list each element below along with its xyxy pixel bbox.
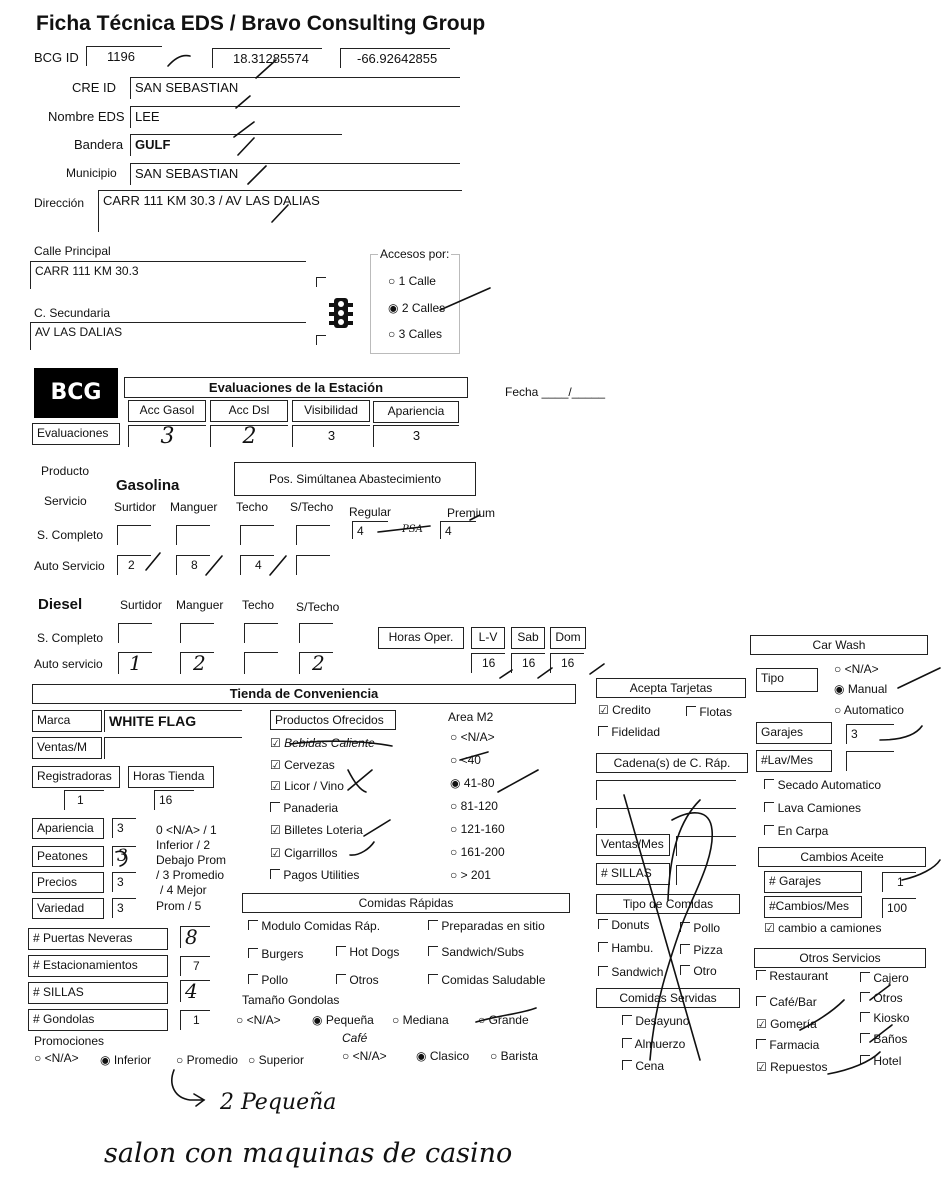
gas-sc-techo[interactable] — [240, 525, 274, 545]
gas-auto-techo[interactable]: 4 — [240, 555, 274, 575]
eval-acc-dsl-value[interactable]: 2 — [210, 425, 288, 447]
producto-licor[interactable]: ☑ Licor / Vino — [270, 779, 344, 793]
servida-desayuno[interactable]: Desayuno — [622, 1015, 689, 1028]
promociones-label: Promociones — [34, 1034, 105, 1048]
gas-col-surtidor: Surtidor — [114, 500, 157, 514]
comida-saludable[interactable]: Comidas Saludable — [428, 974, 545, 987]
comidas-servidas-label: Comidas Servidas — [596, 988, 740, 1008]
gas-col-techo: Techo — [236, 500, 269, 514]
dsl-auto-techo[interactable] — [244, 652, 278, 674]
rating-variedad-value[interactable]: 3 — [112, 898, 136, 918]
lava-camiones-checkbox[interactable]: Lava Camiones — [764, 801, 861, 815]
promo-na[interactable]: ○ <N/A> — [34, 1051, 79, 1065]
bcg-id-label: BCG ID — [34, 50, 79, 65]
cambio-camiones-checkbox[interactable]: ☑ cambio a camiones — [764, 921, 882, 935]
acepta-tarjetas-title: Acepta Tarjetas — [596, 678, 746, 698]
otros-cafe-bar[interactable]: Café/Bar — [756, 996, 817, 1009]
count-puertas-label: # Puertas Neveras — [28, 928, 168, 950]
area-lt40[interactable]: ○ <40 — [450, 753, 481, 767]
dsl-col-manguer: Manguer — [176, 598, 224, 612]
count-puertas-value[interactable]: 8 — [180, 926, 210, 948]
comida-preparadas[interactable]: Preparadas en sitio — [428, 920, 545, 933]
servida-cena[interactable]: Cena — [622, 1060, 664, 1073]
note-line-2: salon con maquinas de casino — [104, 1138, 513, 1169]
car-wash-garajes-value[interactable]: 3 — [846, 724, 894, 744]
psa-note: PSA — [402, 524, 423, 535]
accesos-3-calles[interactable]: ○ 3 Calles — [388, 327, 442, 341]
promo-promedio[interactable]: ○ Promedio — [176, 1053, 238, 1067]
otros-gomeria[interactable]: ☑ Gomería — [756, 1017, 817, 1031]
dsl-auto-stecho[interactable]: 2 — [299, 652, 333, 674]
gas-s-completo-label: S. Completo — [37, 528, 104, 542]
producto-cervezas[interactable]: ☑ Cervezas — [270, 758, 335, 772]
cafe-label: Café — [342, 1031, 368, 1045]
nombre-eds-field[interactable]: LEE — [130, 106, 460, 128]
area-121-160[interactable]: ○ 121-160 — [450, 822, 505, 836]
accesos-label: Accesos por: — [380, 247, 450, 261]
cadena-label: Cadena(s) de C. Ráp. — [596, 753, 748, 773]
marca-label: Marca — [32, 710, 102, 732]
gas-auto-surtidor[interactable]: 2 — [117, 555, 151, 575]
cadena-field-1[interactable] — [596, 780, 736, 800]
tipo-hambu[interactable]: Hambu. — [598, 942, 653, 955]
eval-acc-gasol-value[interactable]: 3 — [128, 425, 206, 447]
tarjeta-fidelidad[interactable]: Fidelidad — [598, 726, 660, 739]
cambios-mes-label: #Cambios/Mes — [764, 896, 862, 918]
form-title: Ficha Técnica EDS / Bravo Consulting Group — [36, 12, 486, 35]
evaluaciones-title: Evaluaciones de la Estación — [124, 377, 468, 398]
gondola-pequena[interactable]: ◉ Pequeña — [312, 1013, 374, 1027]
direccion-field[interactable]: CARR 111 KM 30.3 / AV LAS DALIAS — [98, 190, 462, 232]
premium-label: Premium — [447, 506, 496, 520]
producto-pagos[interactable]: Pagos Utilities — [270, 869, 359, 882]
count-gondolas-value[interactable]: 1 — [180, 1010, 210, 1030]
latitude-field[interactable]: 18.31285574 — [212, 48, 322, 68]
dsl-s-completo-label: S. Completo — [37, 631, 104, 645]
rating-scale-4: / 4 Mejor — [160, 883, 207, 897]
horas-lv-value[interactable]: 16 — [471, 653, 505, 673]
cambios-aceite-title: Cambios Aceite — [758, 847, 926, 867]
gondola-mediana[interactable]: ○ Mediana — [392, 1013, 449, 1027]
area-m2-label: Area M2 — [448, 710, 494, 724]
comida-modulo[interactable]: Modulo Comidas Ráp. — [248, 920, 380, 933]
count-gondolas-label: # Gondolas — [28, 1009, 168, 1031]
gas-auto-stecho[interactable] — [296, 555, 330, 575]
producto-cigarrillos[interactable]: ☑ Cigarrillos — [270, 846, 338, 860]
ventas-mes-crap-value[interactable] — [676, 836, 736, 856]
cafe-barista[interactable]: ○ Barista — [490, 1049, 538, 1063]
gas-sc-manguer[interactable] — [176, 525, 210, 545]
accesos-2-calles[interactable]: ◉ 2 Calles — [388, 301, 446, 315]
producto-panaderia[interactable]: Panaderia — [270, 802, 338, 815]
gas-auto-manguer[interactable]: 8 — [176, 555, 210, 575]
horas-tienda-value[interactable]: 16 — [154, 790, 194, 810]
bcg-id-field[interactable]: 1196 — [86, 46, 162, 66]
otros-cajero[interactable]: Cajero — [860, 972, 909, 985]
eval-col-apariencia: Apariencia — [373, 401, 459, 423]
dsl-sc-surtidor[interactable] — [118, 623, 152, 643]
gas-col-manguer: Manguer — [170, 500, 218, 514]
rating-precios-label: Precios — [32, 872, 104, 893]
otros-farmacia[interactable]: Farmacia — [756, 1039, 819, 1052]
gas-auto-label: Auto Servicio — [34, 559, 105, 573]
cre-id-field[interactable]: SAN SEBASTIAN — [130, 77, 460, 99]
horas-oper-label: Horas Oper. — [378, 627, 464, 649]
ventas-mes-label: Ventas/M — [32, 737, 102, 759]
gondola-grande[interactable]: ○ Grande — [478, 1013, 529, 1027]
eval-col-visibilidad: Visibilidad — [292, 400, 370, 422]
promo-superior[interactable]: ○ Superior — [248, 1053, 304, 1067]
comida-pollo[interactable]: Pollo — [248, 974, 288, 987]
comida-hotdogs[interactable]: Hot Dogs — [336, 946, 399, 959]
rating-peatones-value[interactable]: 3 — [112, 846, 136, 866]
eval-apariencia-value[interactable]: 3 — [373, 425, 459, 447]
count-estacionamientos-label: # Estacionamientos — [28, 955, 168, 977]
marca-value[interactable]: WHITE FLAG — [104, 710, 242, 732]
dsl-auto-surtidor[interactable]: 1 — [118, 652, 152, 674]
dsl-col-surtidor: Surtidor — [120, 598, 163, 612]
registradoras-value[interactable]: 1 — [64, 790, 104, 810]
otros-hotel[interactable]: Hotel — [860, 1055, 901, 1068]
rating-scale-5: Prom / 5 — [156, 899, 202, 913]
otros-banos[interactable]: Baños — [860, 1033, 907, 1046]
dsl-sc-stecho[interactable] — [299, 623, 333, 643]
otros-kiosko[interactable]: Kiosko — [860, 1012, 909, 1025]
rating-scale-2: Debajo Prom — [156, 853, 227, 867]
tipo-otro[interactable]: Otro — [680, 965, 717, 978]
horas-dom-value[interactable]: 16 — [550, 653, 584, 673]
rating-scale-1: Inferior / 2 — [156, 838, 211, 852]
tipo-pizza[interactable]: Pizza — [680, 944, 723, 957]
producto-bebidas[interactable]: ☑ Bebidas Caliente — [270, 736, 375, 750]
dsl-col-techo: Techo — [242, 598, 275, 612]
gasolina-title: Gasolina — [116, 477, 180, 494]
tarjeta-credito[interactable]: ☑ Credito — [598, 703, 651, 717]
calle-secundaria-label: C. Secundaria — [34, 306, 111, 320]
tipo-donuts[interactable]: Donuts — [598, 919, 649, 932]
rating-apariencia-value[interactable]: 3 — [112, 818, 136, 838]
dsl-sc-techo[interactable] — [244, 623, 278, 643]
fecha-label: Fecha ____/_____ — [505, 385, 606, 399]
horas-sab-value[interactable]: 16 — [511, 653, 545, 673]
comida-sandwich[interactable]: Sandwich/Subs — [428, 946, 524, 959]
area-41-80[interactable]: ◉ 41-80 — [450, 776, 495, 790]
comida-otros[interactable]: Otros — [336, 974, 379, 987]
regular-value[interactable]: 4 — [352, 521, 388, 539]
area-gt201[interactable]: ○ > 201 — [450, 868, 491, 882]
otros-otros[interactable]: Otros — [860, 992, 903, 1005]
sillas-crap-value[interactable] — [676, 865, 736, 885]
producto-label: Producto — [41, 464, 90, 478]
area-81-120[interactable]: ○ 81-120 — [450, 799, 498, 813]
promo-inferior[interactable]: ◉ Inferior — [100, 1053, 152, 1067]
lav-mes-label: #Lav/Mes — [756, 750, 832, 772]
cambios-garajes-value[interactable]: 1 — [882, 872, 916, 892]
evaluaciones-row-label: Evaluaciones — [32, 423, 120, 445]
dsl-sc-manguer[interactable] — [180, 623, 214, 643]
car-wash-automatico[interactable]: ○ Automatico — [834, 703, 904, 717]
count-sillas-label: # SILLAS — [28, 982, 168, 1004]
car-wash-garajes-label: Garajes — [756, 722, 832, 744]
tarjeta-flotas[interactable]: Flotas — [686, 706, 732, 719]
accesos-1-calle[interactable]: ○ 1 Calle — [388, 274, 436, 288]
registradoras-label: Registradoras — [32, 766, 120, 788]
area-na[interactable]: ○ <N/A> — [450, 730, 495, 744]
comidas-rapidas-title: Comidas Rápidas — [242, 893, 570, 913]
count-estacionamientos-value[interactable]: 7 — [180, 956, 210, 976]
eval-col-acc-dsl: Acc Dsl — [210, 400, 288, 422]
traffic-light-icon — [326, 295, 356, 331]
cadena-field-2[interactable] — [596, 808, 736, 828]
car-wash-na[interactable]: ○ <N/A> — [834, 662, 879, 676]
dsl-auto-label: Auto servicio — [34, 657, 103, 671]
ventas-mes-crap-label: Ventas/Mes — [596, 834, 670, 856]
bandera-label: Bandera — [74, 137, 124, 152]
car-wash-title: Car Wash — [750, 635, 928, 655]
otros-servicios-title: Otros Servicios — [754, 948, 926, 968]
car-wash-manual[interactable]: ◉ Manual — [834, 682, 888, 696]
calle-principal-label: Calle Principal — [34, 244, 111, 258]
gas-sc-surtidor[interactable] — [117, 525, 151, 545]
diesel-title: Diesel — [38, 596, 83, 613]
dsl-col-stecho: S/Techo — [296, 600, 340, 614]
lav-mes-value[interactable] — [846, 751, 894, 771]
servicio-label: Servicio — [44, 494, 87, 508]
servida-almuerzo[interactable]: Almuerzo — [622, 1038, 685, 1051]
calle-principal-field[interactable]: CARR 111 KM 30.3 — [30, 261, 306, 289]
calle-principal-checkbox[interactable] — [316, 277, 326, 287]
rating-variedad-label: Variedad — [32, 898, 104, 919]
count-sillas-value[interactable]: 4 — [180, 980, 210, 1002]
rating-scale-3: / 3 Promedio — [156, 868, 225, 882]
gas-col-stecho: S/Techo — [290, 500, 334, 514]
tipo-sandwich[interactable]: Sandwich — [598, 966, 663, 979]
comida-burgers[interactable]: Burgers — [248, 948, 303, 961]
rating-apariencia-label: Apariencia — [32, 818, 104, 839]
horas-tienda-label: Horas Tienda — [128, 766, 214, 788]
eval-visibilidad-value[interactable]: 3 — [292, 425, 370, 447]
tipo-comidas-label: Tipo de Comidas — [596, 894, 740, 914]
area-161-200[interactable]: ○ 161-200 — [450, 845, 505, 859]
premium-value[interactable]: 4 — [440, 521, 476, 539]
calle-secundaria-checkbox[interactable] — [316, 335, 326, 345]
nombre-eds-label: Nombre EDS — [48, 109, 125, 124]
tienda-title: Tienda de Conveniencia — [32, 684, 576, 704]
gas-sc-stecho[interactable] — [296, 525, 330, 545]
longitude-field[interactable]: -66.92642855 — [340, 48, 450, 68]
regular-label: Regular — [349, 505, 392, 519]
rating-precios-value[interactable]: 3 — [112, 872, 136, 892]
productos-ofrecidos-label: Productos Ofrecidos — [270, 710, 396, 730]
cafe-na[interactable]: ○ <N/A> — [342, 1049, 387, 1063]
ventas-mes-value[interactable] — [104, 737, 242, 759]
cafe-clasico[interactable]: ◉ Clasico — [416, 1049, 470, 1063]
horas-col-dom: Dom — [550, 627, 586, 649]
eval-col-acc-gasol: Acc Gasol — [128, 400, 206, 422]
calle-secundaria-field[interactable]: AV LAS DALIAS — [30, 322, 306, 350]
en-carpa-checkbox[interactable]: En Carpa — [764, 824, 828, 838]
otros-restaurant[interactable]: Restaurant — [756, 970, 828, 983]
gondola-na[interactable]: ○ <N/A> — [236, 1013, 281, 1027]
note-line-1: 2 Pequeña — [220, 1090, 337, 1115]
municipio-field[interactable]: SAN SEBASTIAN — [130, 163, 460, 185]
car-wash-tipo-label: Tipo — [756, 668, 818, 692]
cre-id-label: CRE ID — [72, 80, 117, 95]
cambios-garajes-label: # Garajes — [764, 871, 862, 893]
secado-automatico-checkbox[interactable]: Secado Automatico — [764, 778, 881, 792]
rating-scale-0: 0 <N/A> / 1 — [156, 823, 217, 837]
bcg-logo: BCG — [34, 368, 118, 418]
horas-col-lv: L-V — [471, 627, 505, 649]
producto-billetes[interactable]: ☑ Billetes Loteria — [270, 823, 363, 837]
pos-simultanea-label: Pos. Simúltanea Abastecimiento — [234, 462, 476, 496]
municipio-label: Municipio — [66, 166, 117, 180]
direccion-label: Dirección — [34, 196, 85, 210]
otros-repuestos[interactable]: ☑ Repuestos — [756, 1060, 828, 1074]
bandera-field[interactable]: GULF — [130, 134, 342, 156]
cambios-mes-value[interactable]: 100 — [882, 898, 916, 918]
horas-col-sab: Sab — [511, 627, 545, 649]
tamano-gondolas-label: Tamaño Gondolas — [242, 993, 340, 1007]
sillas-crap-label: # SILLAS — [596, 863, 670, 885]
dsl-auto-manguer[interactable]: 2 — [180, 652, 214, 674]
tipo-pollo[interactable]: Pollo — [680, 922, 720, 935]
rating-peatones-label: Peatones — [32, 846, 104, 867]
